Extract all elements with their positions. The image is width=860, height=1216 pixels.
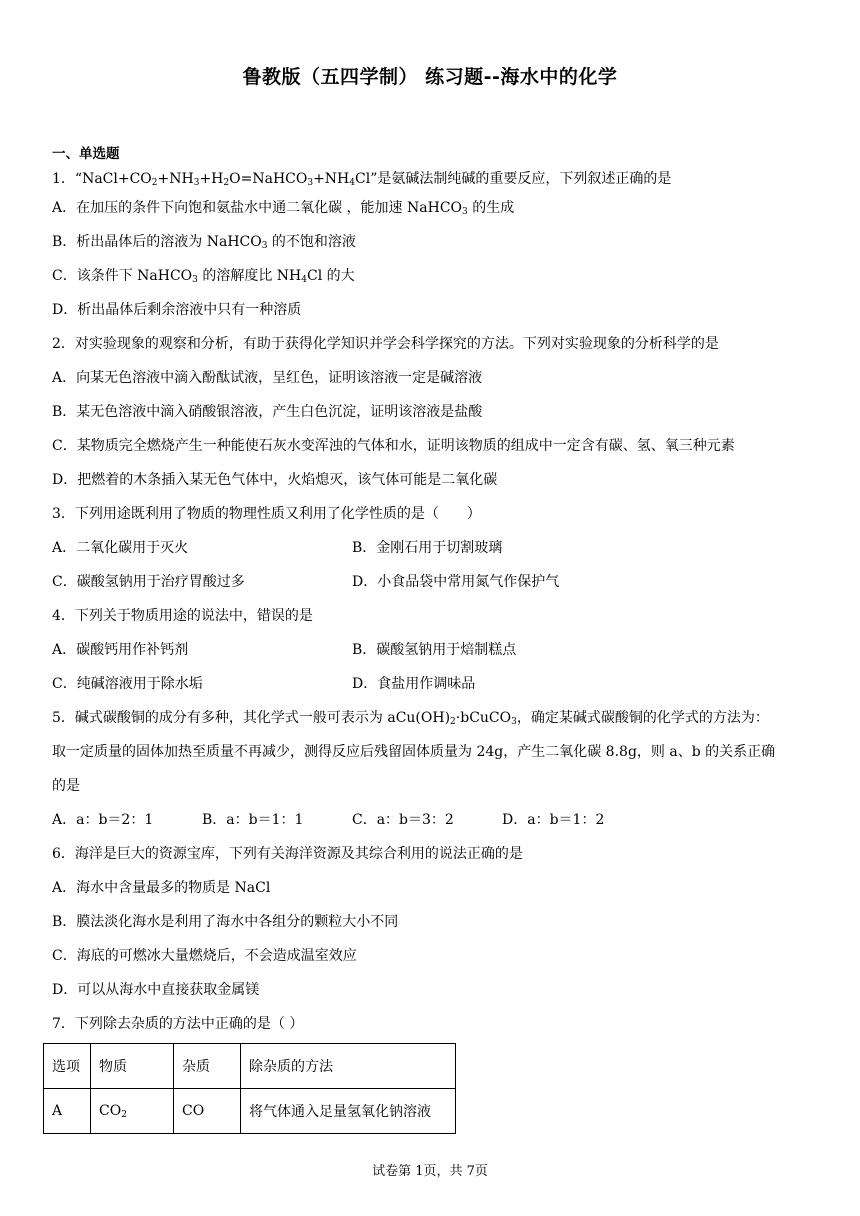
question-4-stem: 4．下列关于物质用途的说法中，错误的是 bbox=[52, 608, 313, 624]
question-4-options-row-1 bbox=[52, 633, 812, 667]
table-header-cell: 杂质 bbox=[174, 1044, 241, 1089]
question-list bbox=[52, 143, 812, 1041]
table-cell-substance: $CO_2$ bbox=[91, 1089, 174, 1134]
table-header-cell: 选项 bbox=[44, 1044, 91, 1089]
question-5-option-a: A．a：b＝2：1 bbox=[52, 812, 154, 828]
question-5-stem-line-3: 的是 bbox=[52, 778, 80, 794]
question-5-options bbox=[52, 803, 812, 837]
question-4-options-row-2 bbox=[52, 667, 812, 701]
question-2-stem: 2．对实验现象的观察和分析，有助于获得化学知识并学会科学探究的方法。下列对实验现象的分析科学的是 bbox=[52, 336, 719, 352]
question-4-option-b: B．碳酸氢钠用于焙制糕点 bbox=[352, 642, 517, 658]
table-header-row bbox=[44, 1044, 456, 1089]
question-2-option-c: C．某物质完全燃烧产生一种能使石灰水变浑浊的气体和水，证明该物质的组成中一定含有碳、氢、氧三种元素 bbox=[52, 438, 735, 454]
table-header-cell: 物质 bbox=[91, 1044, 174, 1089]
question-3-option-b: B．金刚石用于切割玻璃 bbox=[352, 540, 503, 556]
table-cell-method: 将气体通入足量氢氧化钠溶液 bbox=[241, 1089, 456, 1134]
question-5-option-b: B．a：b＝1：1 bbox=[202, 812, 304, 828]
question-1-option-d: D．析出晶体后剩余溶液中只有一种溶质 bbox=[52, 302, 302, 318]
question-5-option-c: C．a：b＝3：2 bbox=[352, 812, 454, 828]
question-3-stem: 3．下列用途既利用了物质的物理性质又利用了化学性质的是（ ） bbox=[52, 506, 481, 522]
question-6-stem: 6．海洋是巨大的资源宝库，下列有关海洋资源及其综合利用的说法正确的是 bbox=[52, 846, 523, 862]
impurity-table bbox=[43, 1043, 456, 1134]
question-5-option-d: D．a：b＝1：2 bbox=[502, 812, 605, 828]
question-5-stem-line-2: 取一定质量的固体加热至质量不再减少，测得反应后残留固体质量为 24g，产生二氧化碳 8.8g，则 a、b 的关系正确 bbox=[52, 744, 776, 760]
question-3-option-d: D．小食品袋中常用氮气作保护气 bbox=[352, 574, 560, 590]
question-3-options-row-1 bbox=[52, 531, 812, 565]
question-1-option-c: C．该条件下 NaHCO$_3$ 的溶解度比 $NH_4Cl$ 的大 bbox=[52, 268, 355, 285]
table-row bbox=[44, 1089, 456, 1134]
question-4-option-c: C．纯碱溶液用于除水垢 bbox=[52, 676, 203, 692]
question-1-option-a: A．在加压的条件下向饱和氨盐水中通二氧化碳 ，能加速 NaHCO$_3$ 的生成 bbox=[52, 200, 515, 217]
table-header-cell: 除杂质的方法 bbox=[241, 1044, 456, 1089]
question-2-option-d: D．把燃着的木条插入某无色气体中，火焰熄灭，该气体可能是二氧化碳 bbox=[52, 472, 498, 488]
question-1-stem: 1．“$NaCl+CO_2+NH_3+H_2O=NaHCO_3+NH_4Cl$”是氨碱法制纯碱的重要反应，下列叙述正确的是 bbox=[52, 171, 672, 188]
question-3-options-row-2 bbox=[52, 565, 812, 599]
page-title: 鲁教版（五四学制） 练习题--海水中的化学 bbox=[242, 66, 618, 88]
question-6-option-b: B．膜法淡化海水是利用了海水中各组分的颗粒大小不同 bbox=[52, 914, 399, 930]
question-6-option-d: D．可以从海水中直接获取金属镁 bbox=[52, 982, 260, 998]
question-6-option-c: C．海底的可燃冰大量燃烧后，不会造成温室效应 bbox=[52, 948, 357, 964]
question-2-option-a: A．向某无色溶液中滴入酚酞试液，呈红色，证明该溶液一定是碱溶液 bbox=[52, 370, 483, 386]
table-cell-option: A bbox=[44, 1089, 91, 1134]
page-footer: 试卷第 1页，共 7页 bbox=[372, 1164, 488, 1179]
question-3-option-a: A．二氧化碳用于灭火 bbox=[52, 540, 189, 556]
question-2-option-b: B．某无色溶液中滴入硝酸银溶液，产生白色沉淀，证明该溶液是盐酸 bbox=[52, 404, 483, 420]
question-7-stem: 7．下列除去杂质的方法中正确的是（ ） bbox=[52, 1016, 304, 1032]
question-4-option-a: A．碳酸钙用作补钙剂 bbox=[52, 642, 189, 658]
question-6-option-a: A．海水中含量最多的物质是 NaCl bbox=[52, 880, 271, 896]
question-3-option-c: C．碳酸氢钠用于治疗胃酸过多 bbox=[52, 574, 245, 590]
section-heading: 一、单选题 bbox=[52, 146, 120, 162]
table-cell-impurity: CO bbox=[174, 1089, 241, 1134]
question-1-option-b: B．析出晶体后的溶液为 NaHCO$_3$ 的不饱和溶液 bbox=[52, 234, 356, 251]
question-5-stem: 5．碱式碳酸铜的成分有多种，其化学式一般可表示为 $aCu(OH)_2\cdot bCuCO_3$，确定某碱式碳酸铜的化学式的方法为： bbox=[52, 710, 769, 727]
question-4-option-d: D．食盐用作调味品 bbox=[352, 676, 476, 692]
